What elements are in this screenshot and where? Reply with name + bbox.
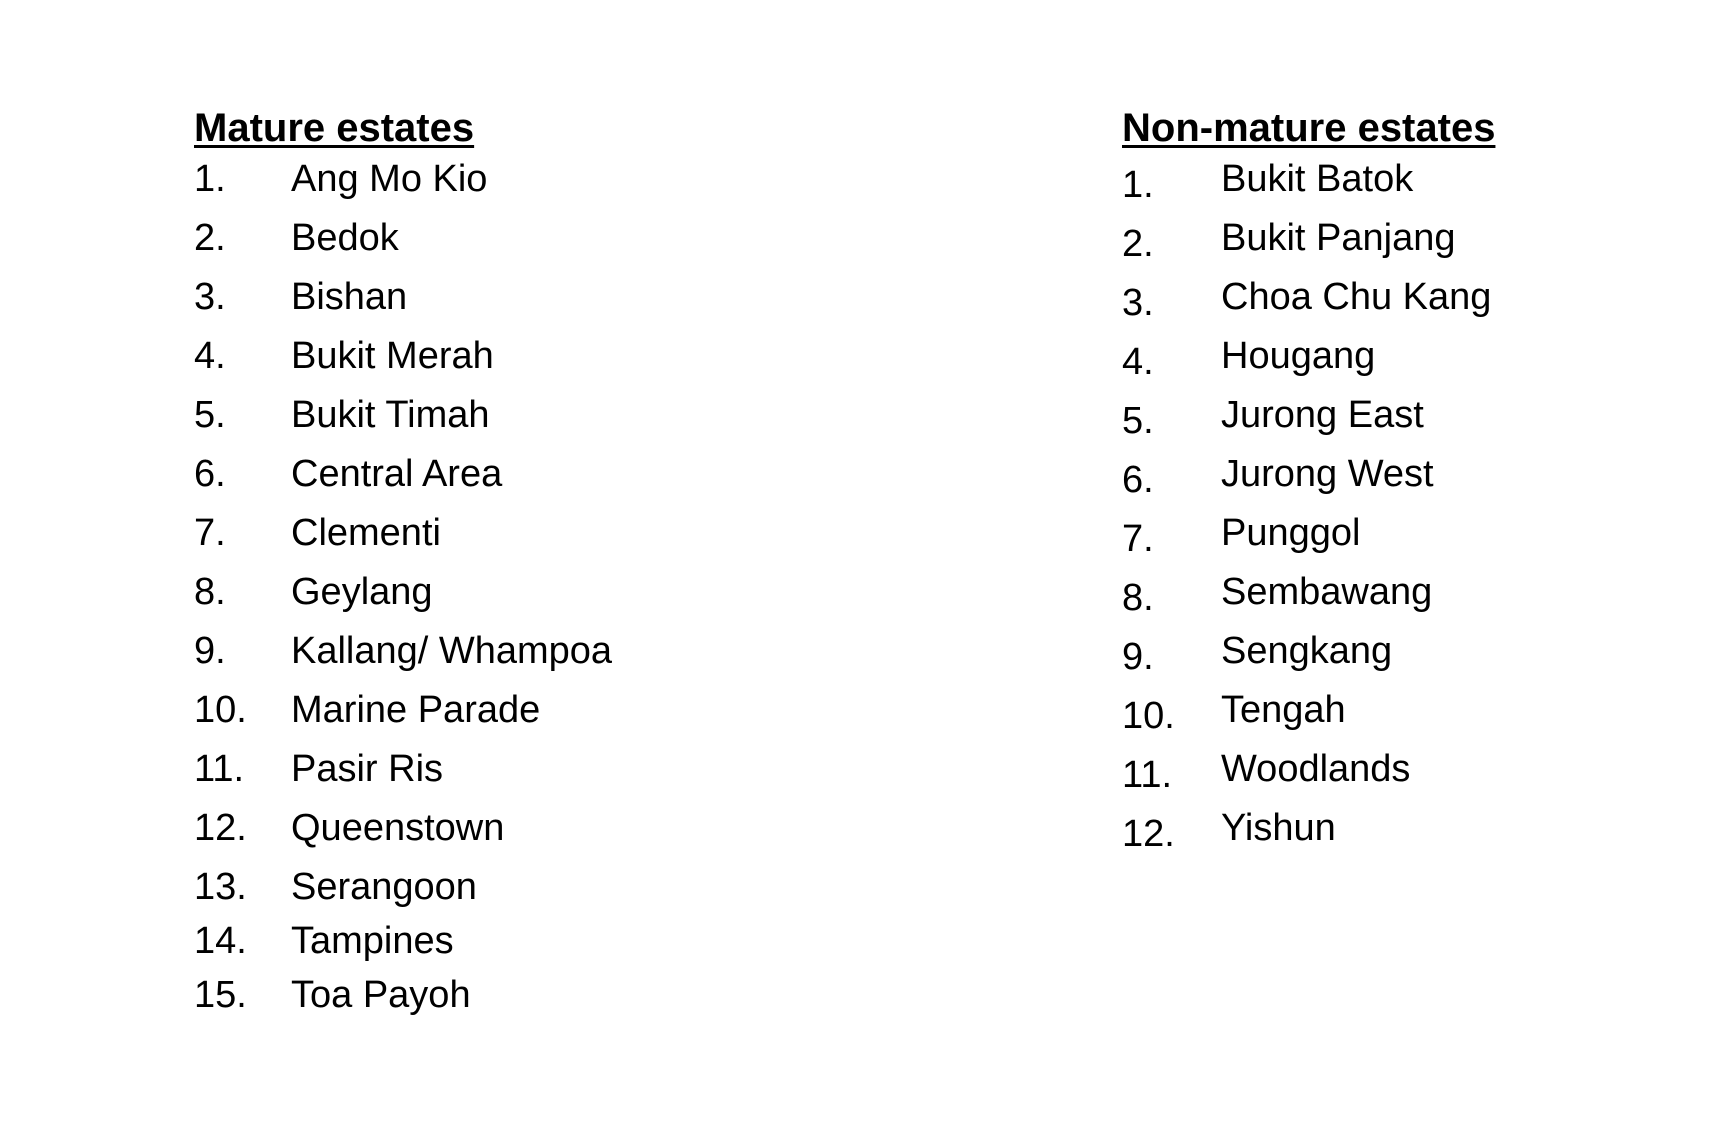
item-number: 7. (1122, 518, 1154, 560)
estate-name: Bukit Panjang (1221, 217, 1456, 259)
list-item (194, 920, 612, 974)
item-number: 7. (194, 512, 226, 554)
list-item (1122, 217, 1495, 276)
estate-name: Kallang/ Whampoa (291, 630, 613, 672)
item-number: 4. (194, 335, 226, 377)
item-number: 9. (1122, 636, 1154, 678)
item-number: 2. (1122, 223, 1154, 265)
list-item (194, 276, 612, 335)
estate-name: Punggol (1221, 512, 1361, 554)
estate-name: Toa Payoh (291, 974, 471, 1016)
item-number: 2. (194, 217, 226, 259)
mature-estates-column (194, 106, 612, 1028)
item-number: 10. (1122, 695, 1175, 737)
item-number: 4. (1122, 341, 1154, 383)
estate-name: Woodlands (1221, 748, 1411, 790)
list-item (1122, 807, 1495, 866)
estate-name: Serangoon (291, 866, 477, 908)
list-item (1122, 394, 1495, 453)
list-item (1122, 158, 1495, 217)
estate-name: Tengah (1221, 689, 1346, 731)
item-number: 14. (194, 920, 247, 962)
item-number: 3. (194, 276, 226, 318)
item-number: 1. (194, 158, 226, 200)
list-item (194, 807, 612, 866)
non-mature-estates-column (1122, 106, 1495, 866)
list-item (194, 866, 612, 920)
estate-name: Geylang (291, 571, 433, 613)
item-number: 12. (1122, 813, 1175, 855)
list-item (1122, 335, 1495, 394)
mature-estates-list (194, 158, 612, 1028)
estate-name: Jurong West (1221, 453, 1434, 495)
estate-name: Bedok (291, 217, 399, 259)
list-item (194, 630, 612, 689)
estate-name: Bishan (291, 276, 408, 318)
item-number: 15. (194, 974, 247, 1016)
list-item (194, 689, 612, 748)
estate-name: Yishun (1221, 807, 1336, 849)
list-item (194, 394, 612, 453)
estate-name: Hougang (1221, 335, 1376, 377)
list-item (194, 453, 612, 512)
estate-name: Queenstown (291, 807, 505, 849)
item-number: 12. (194, 807, 247, 849)
list-item (194, 974, 612, 1028)
item-number: 9. (194, 630, 226, 672)
non-mature-estates-list (1122, 158, 1495, 866)
non-mature-estates-heading: Non-mature estates (1122, 106, 1496, 150)
list-item (194, 158, 612, 217)
item-number: 6. (194, 453, 226, 495)
item-number: 11. (1122, 754, 1173, 796)
item-number: 8. (194, 571, 226, 613)
list-item (194, 217, 612, 276)
list-item (194, 512, 612, 571)
list-item (1122, 571, 1495, 630)
estate-name: Bukit Timah (291, 394, 490, 436)
list-item (1122, 453, 1495, 512)
list-item (1122, 276, 1495, 335)
item-number: 13. (194, 866, 247, 908)
item-number: 3. (1122, 282, 1154, 324)
item-number: 5. (194, 394, 226, 436)
list-item (1122, 748, 1495, 807)
list-item (1122, 512, 1495, 571)
item-number: 1. (1122, 164, 1154, 206)
estate-name: Choa Chu Kang (1221, 276, 1492, 318)
estate-name: Sengkang (1221, 630, 1393, 672)
item-number: 8. (1122, 577, 1154, 619)
item-number: 11. (194, 748, 245, 790)
list-item (1122, 630, 1495, 689)
list-item (1122, 689, 1495, 748)
estate-name: Jurong East (1221, 394, 1424, 436)
estate-name: Sembawang (1221, 571, 1433, 613)
list-item (194, 571, 612, 630)
estate-name: Ang Mo Kio (291, 158, 488, 200)
estate-name: Tampines (291, 920, 454, 962)
item-number: 5. (1122, 400, 1154, 442)
estate-name: Clementi (291, 512, 441, 554)
mature-estates-heading: Mature estates (194, 106, 475, 150)
item-number: 10. (194, 689, 247, 731)
item-number: 6. (1122, 459, 1154, 501)
estate-name: Bukit Merah (291, 335, 494, 377)
list-item (194, 748, 612, 807)
estate-name: Bukit Batok (1221, 158, 1414, 200)
estate-name: Central Area (291, 453, 503, 495)
estate-name: Pasir Ris (291, 748, 444, 790)
list-item (194, 335, 612, 394)
estate-name: Marine Parade (291, 689, 541, 731)
